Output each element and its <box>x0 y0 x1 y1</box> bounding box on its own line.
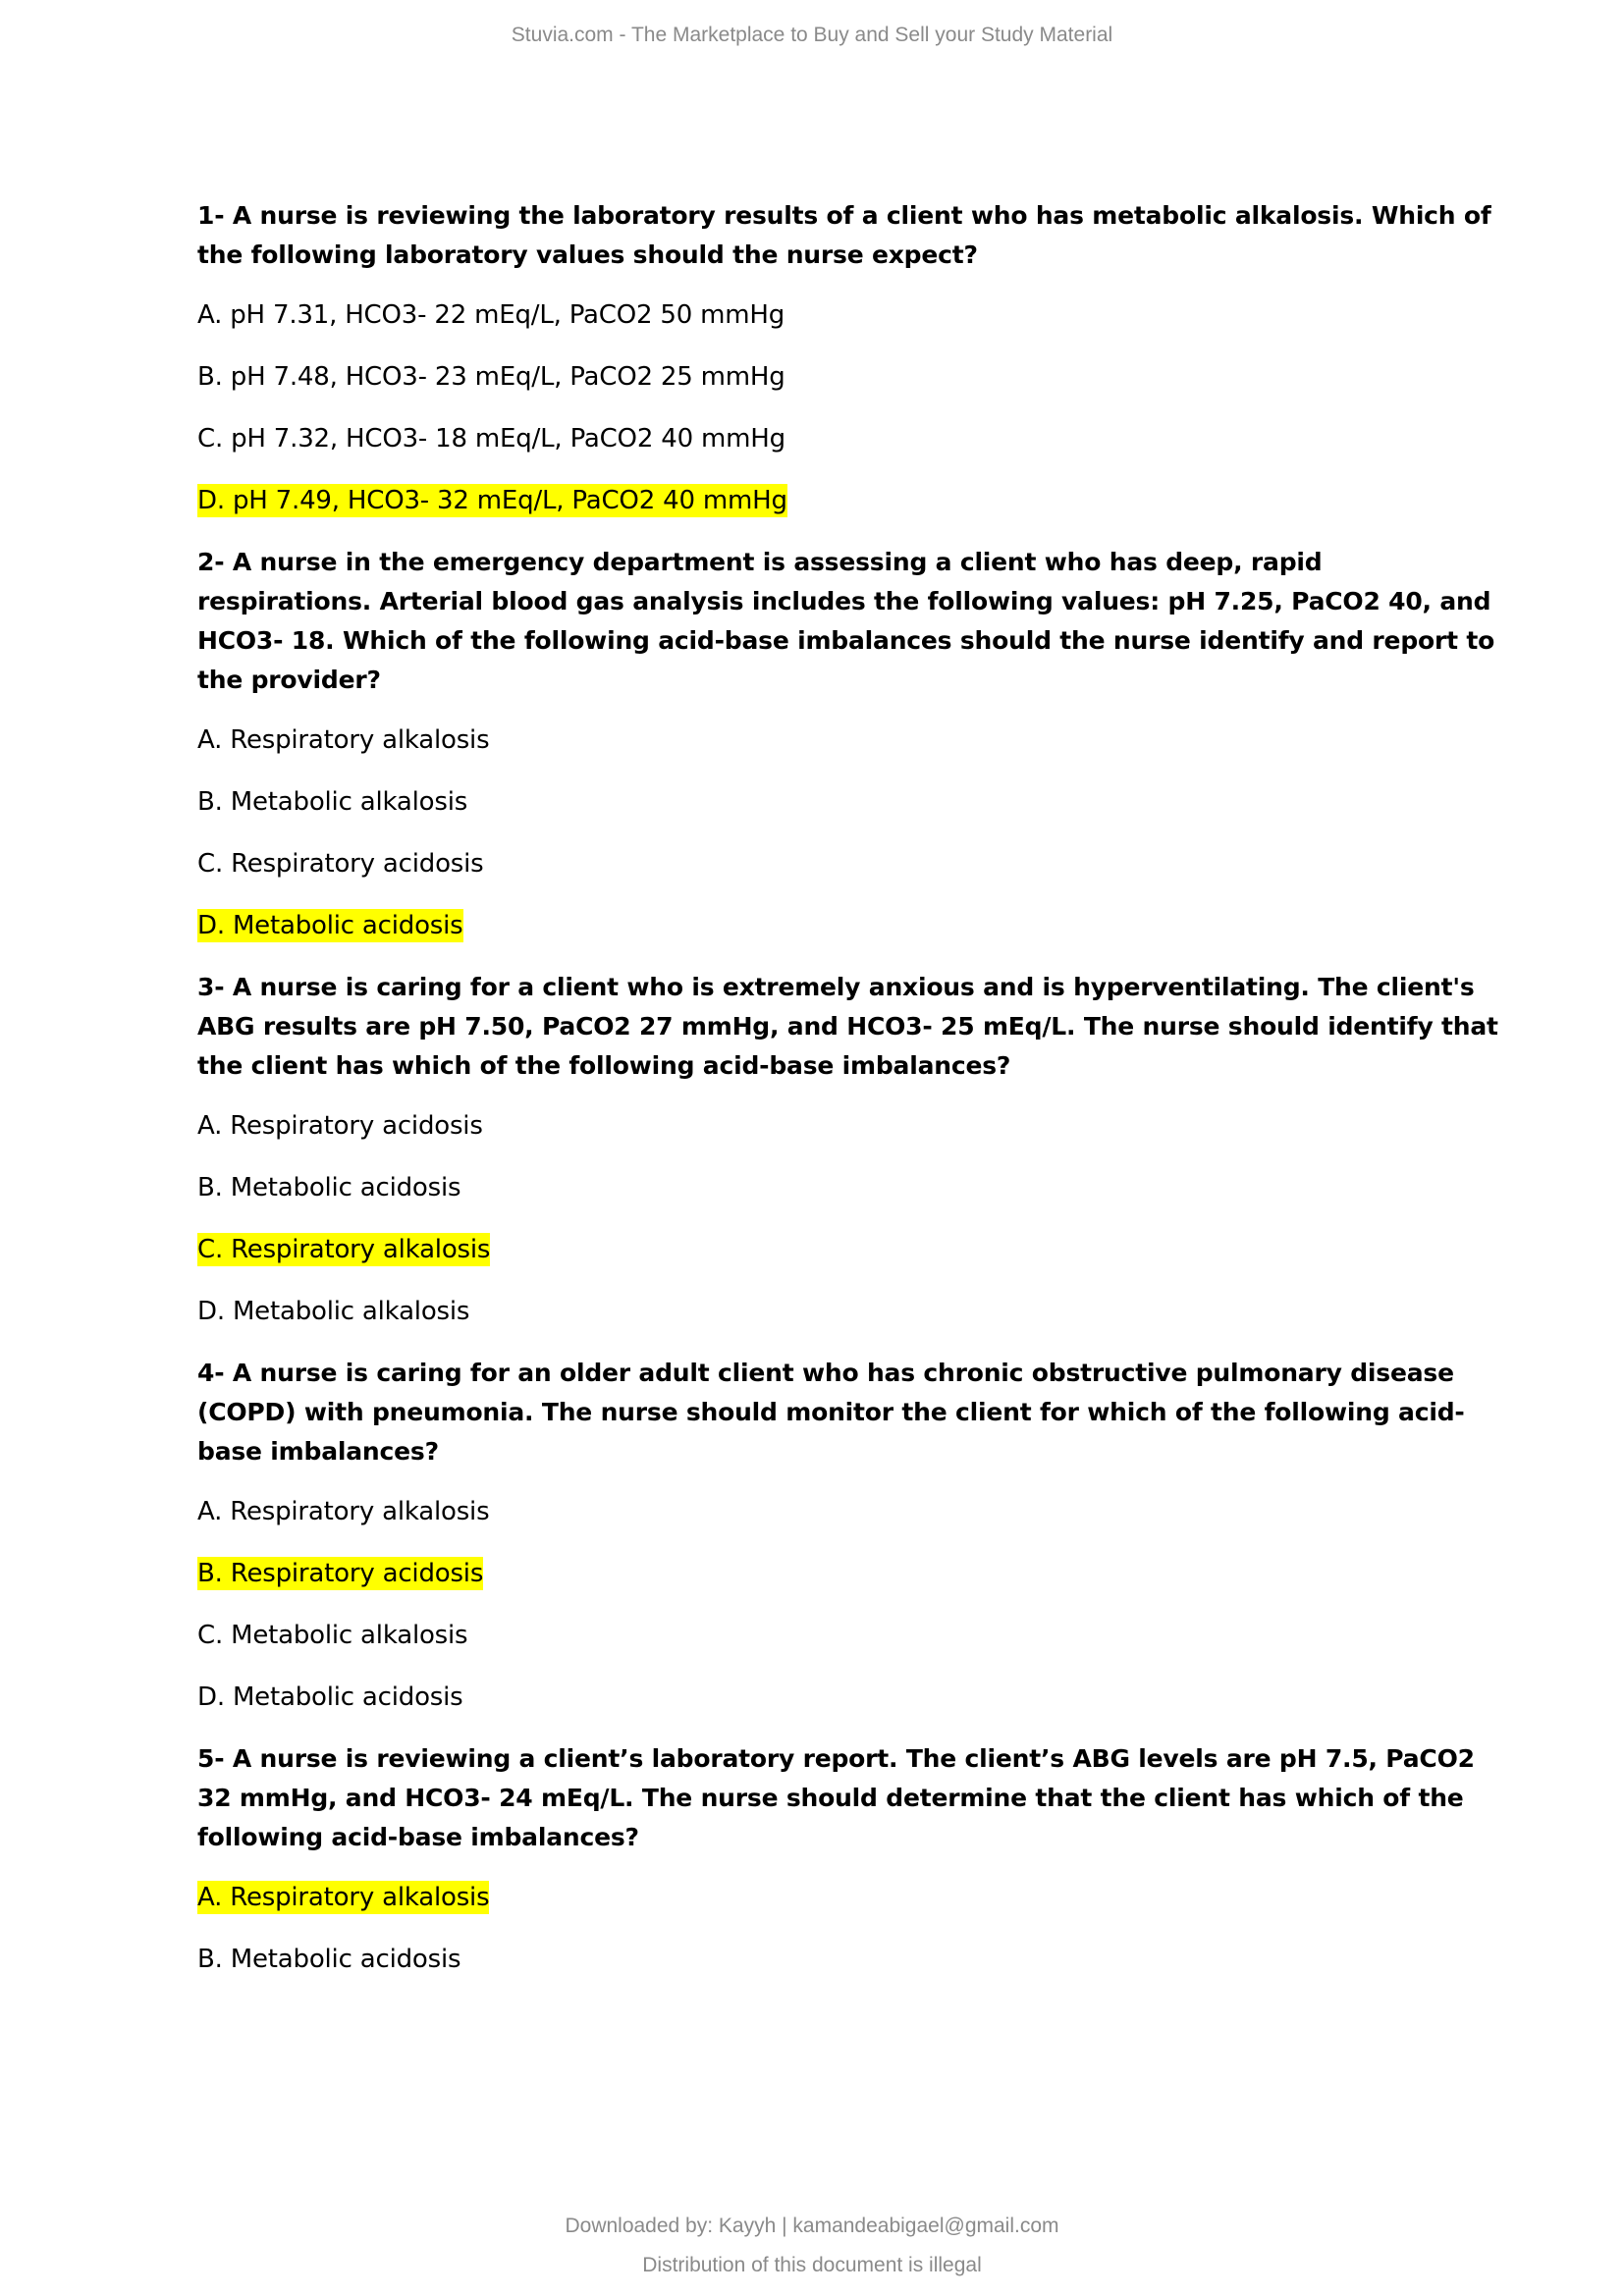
question-text: 2- A nurse in the emergency department is assessing a client who has deep, rapid respirations. Arterial blood gas analysis includes the following values: pH 7.25, PaCO2 40, and HCO3- 18. Which of the following acid-base imbalances should the nurse identify and report to the provider? <box>197 548 1495 694</box>
answer-option: B. Metabolic alkalosis <box>197 787 468 817</box>
answer-option: A. pH 7.31, HCO3- 22 mEq/L, PaCO2 50 mmHg <box>197 300 785 330</box>
question-block <box>197 543 1503 945</box>
highlighted-answer-option: C. Respiratory alkalosis <box>197 1235 491 1264</box>
question-block <box>197 1739 1503 1979</box>
answer-option: B. pH 7.48, HCO3- 23 mEq/L, PaCO2 25 mmHg <box>197 362 785 392</box>
answer-option: C. Metabolic alkalosis <box>197 1621 468 1650</box>
highlighted-answer-option: D. pH 7.49, HCO3- 32 mEq/L, PaCO2 40 mmHg <box>197 486 787 515</box>
answer-option: B. Metabolic acidosis <box>197 1173 461 1202</box>
question-block <box>197 196 1503 520</box>
highlighted-answer-option: A. Respiratory alkalosis <box>197 1883 490 1912</box>
answer-option: A. Respiratory acidosis <box>197 1111 483 1141</box>
question-text: 3- A nurse is caring for a client who is extremely anxious and is hyperventilating. The client's ABG results are pH 7.50, PaCO2 27 mmHg, and HCO3- 25 mEq/L. The nurse should identify that the client has which of the following acid-base imbalances? <box>197 973 1498 1080</box>
question-text: 4- A nurse is caring for an older adult client who has chronic obstructive pulmonary disease (COPD) with pneumonia. The nurse should monitor the client for which of the following acid-base imbalances? <box>197 1359 1465 1466</box>
answer-option: D. Metabolic alkalosis <box>197 1297 470 1326</box>
answer-option: D. Metabolic acidosis <box>197 1682 463 1712</box>
highlighted-answer-option: B. Respiratory acidosis <box>197 1559 484 1588</box>
distribution-notice: Distribution of this document is illegal <box>642 2254 982 2276</box>
answer-option: C. Respiratory acidosis <box>197 849 484 879</box>
question-text: 1- A nurse is reviewing the laboratory results of a client who has metabolic alkalosis. Which of the following laboratory values should the nurse expect? <box>197 201 1491 269</box>
answer-option: A. Respiratory alkalosis <box>197 1497 490 1526</box>
download-notice: Downloaded by: Kayyh | kamandeabigael@gmail.com <box>565 2215 1059 2237</box>
answer-option: A. Respiratory alkalosis <box>197 725 490 755</box>
answer-option: B. Metabolic acidosis <box>197 1945 461 1974</box>
answer-option: C. pH 7.32, HCO3- 18 mEq/L, PaCO2 40 mmHg <box>197 424 785 454</box>
question-text: 5- A nurse is reviewing a client’s laboratory report. The client’s ABG levels are pH 7.5, PaCO2 32 mmHg, and HCO3- 24 mEq/L. The nurse should determine that the client has which of the following acid-base imbalances? <box>197 1744 1475 1851</box>
question-block <box>197 1354 1503 1717</box>
question-block <box>197 968 1503 1331</box>
highlighted-answer-option: D. Metabolic acidosis <box>197 911 463 940</box>
watermark-header: Stuvia.com - The Marketplace to Buy and Sell your Study Material <box>511 24 1113 46</box>
document-body <box>197 196 1503 2002</box>
